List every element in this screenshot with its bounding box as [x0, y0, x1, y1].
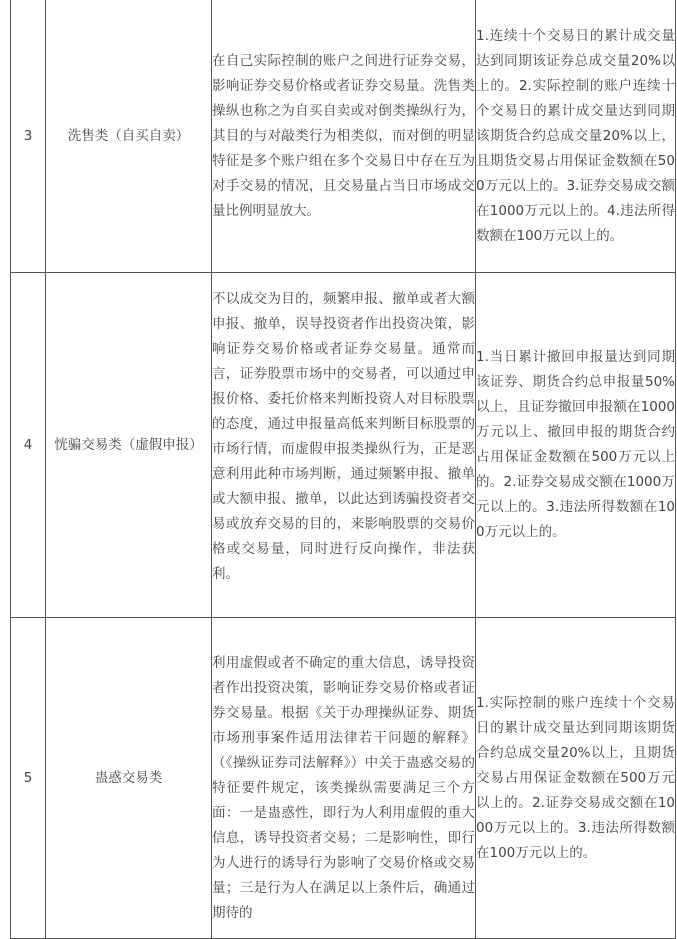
filing-standard: 1.当日累计撤回申报量达到同期该证券、期货合约总申报量50%以上，且证券撤回申报额在1000万元以上、撤回申报的期货合约占用保证金数额在500万元以上的。2.证券交易成交额在1000万元以上的。3.违法所得数额在100万元以上的。 [476, 349, 675, 540]
type-description-cell [212, 273, 476, 618]
type-description-cell [212, 618, 476, 939]
type-description: 在自己实际控制的账户之间进行证券交易，影响证券交易价格或者证券交易量。洗售类操纵也称之为自买自卖或对倒类操纵行为，其目的与对敲类行为相类似，而对倒的明显特征是多个账户组在多个交易日中存在互为对手交易的情况，且交易量占当日市场成交量比例明显放大。 [212, 52, 475, 219]
manipulation-type: 恍骗交易类（虚假申报） [46, 273, 212, 618]
filing-standard: 1.连续十个交易日的累计成交量达到同期该证券总成交量20%以上的。2.实际控制的账户连续十个交易日的累计成交量达到同期该期货合约总成交量20%以上，且期货交易占用保证金数额在500万元以上的。3.证券交易成交额在1000万元以上的。4.违法所得数额在100万元以上的。 [476, 27, 675, 244]
manipulation-table [10, 0, 676, 939]
row-number: 4 [11, 273, 46, 618]
filing-standard-cell [476, 273, 676, 618]
manipulation-type: 洗售类（自买自卖） [46, 0, 212, 273]
type-description-cell [212, 0, 476, 273]
filing-standard-cell [476, 0, 676, 273]
table-row [11, 618, 676, 939]
type-description: 利用虚假或者不确定的重大信息，诱导投资者作出投资决策，影响证券交易价格或者证券交易量。根据《关于办理操纵证券、期货市场刑事案件适用法律若干问题的解释》（《操纵证券司法解释》）中关于蛊惑交易的特征要件规定，该类操纵需要满足三个方面：一是蛊惑性，即行为人利用虚假的重大信息，诱导投资者交易；二是影响性，即行为人进行的诱导行为影响了交易价格或交易量；三是行为人在满足以上条件后，确通过期待的 [212, 654, 475, 921]
manipulation-type: 蛊惑交易类 [46, 618, 212, 939]
row-number: 5 [11, 618, 46, 939]
filing-standard-cell [476, 618, 676, 939]
filing-standard: 1.实际控制的账户连续十个交易日的累计成交量达到同期该期货合约总成交量20%以上，且期货交易占用保证金数额在500万元以上的。2.证券交易成交额在1000万元以上的。3.违法所得数额在100万元以上的。 [476, 694, 675, 861]
type-description: 不以成交为目的，频繁申报、撤单或者大额申报、撤单，误导投资者作出投资决策，影响证券交易价格或者证券交易量。通常而言，证券股票市场中的交易者，可以通过申报价格、委托价格来判断投资人对目标股票的态度，通过申报量高低来判断目标股票的市场行情，而虚假申报类操纵行为，正是恶意利用此种市场判断，通过频繁申报、撤单或大额申报、撤单，以此达到诱骗投资者交易或放弃交易的目的，来影响股票的交易价格或交易量，同时进行反向操作，非法获利。 [212, 291, 475, 582]
table-row [11, 273, 676, 618]
table-row [11, 0, 676, 273]
row-number: 3 [11, 0, 46, 273]
